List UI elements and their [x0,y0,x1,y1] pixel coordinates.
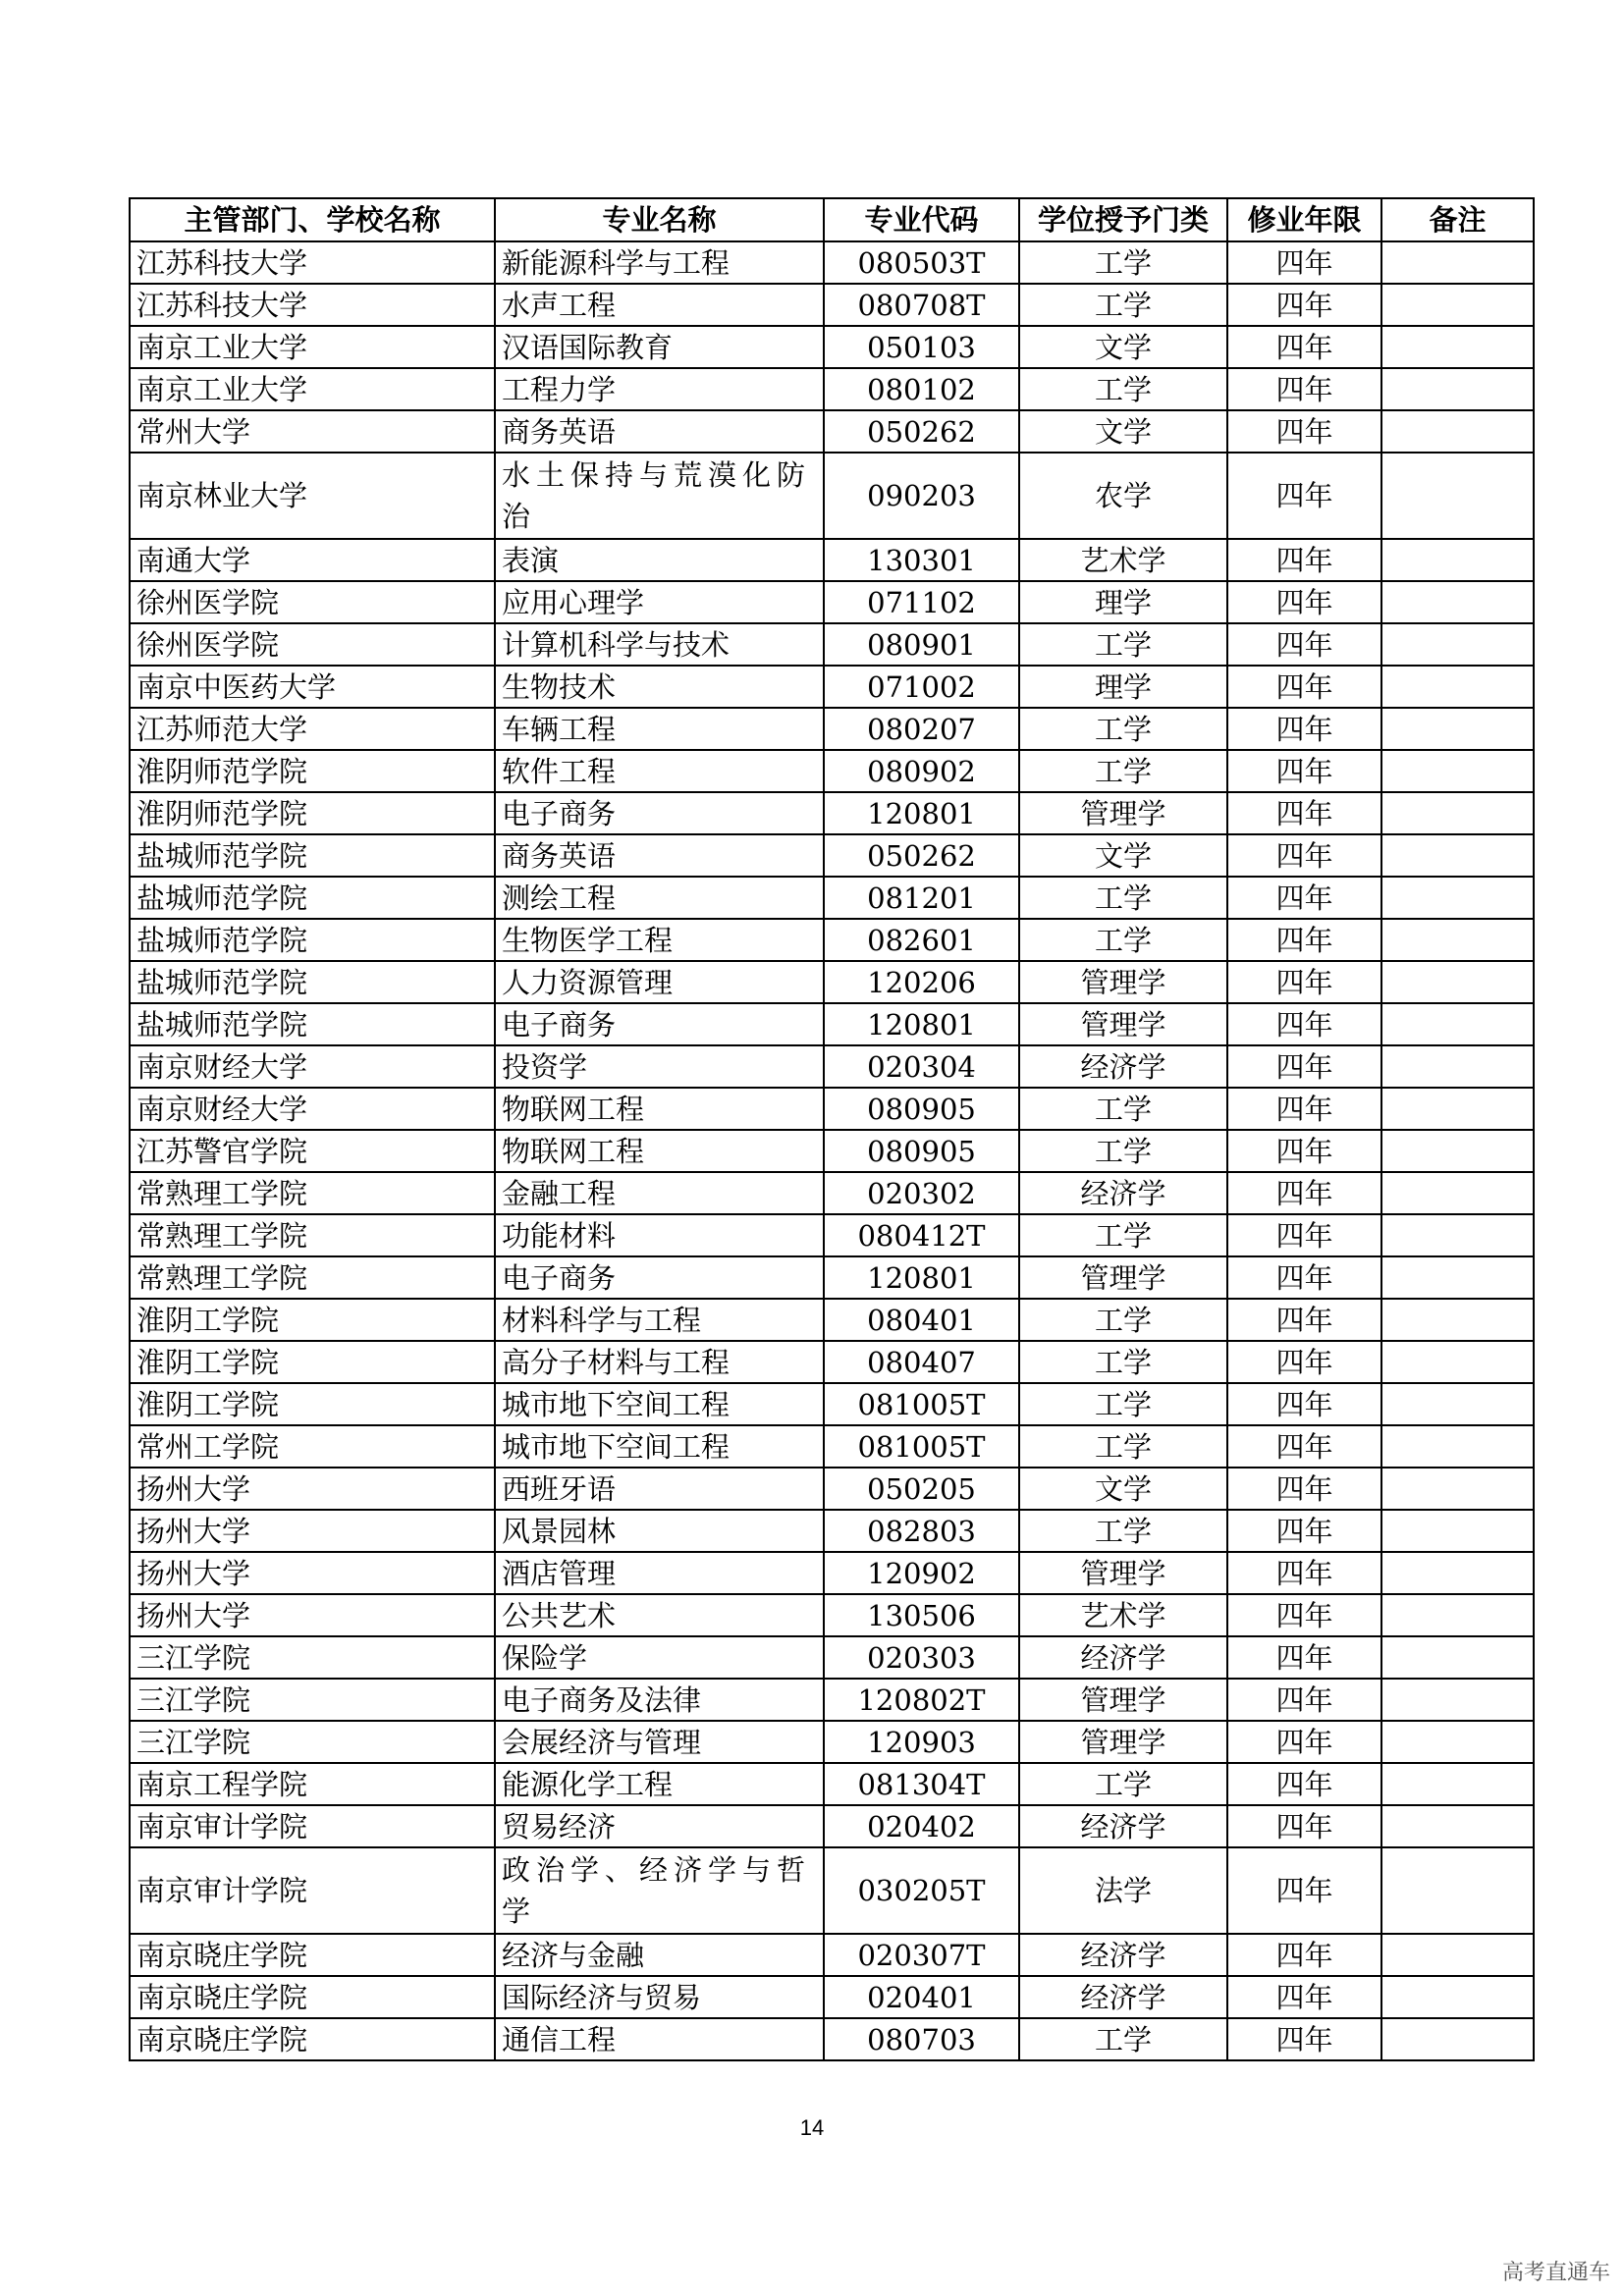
cell-major: 城市地下空间工程 [495,1383,824,1425]
cell-note [1381,1847,1534,1934]
table-row [130,539,1534,581]
cell-code: 030205T [824,1847,1019,1934]
cell-note [1381,1341,1534,1383]
cell-major: 会展经济与管理 [495,1721,824,1763]
cell-major: 测绘工程 [495,877,824,919]
cell-note [1381,1172,1534,1214]
cell-note [1381,326,1534,368]
cell-school: 南京审计学院 [130,1805,495,1847]
cell-degree: 文学 [1019,410,1227,453]
cell-years: 四年 [1227,2018,1381,2060]
cell-years: 四年 [1227,1045,1381,1088]
cell-years: 四年 [1227,877,1381,919]
cell-major: 西班牙语 [495,1468,824,1510]
table-row [130,1383,1534,1425]
table-row [130,1976,1534,2018]
cell-years: 四年 [1227,961,1381,1003]
cell-note [1381,1679,1534,1721]
table-row [130,326,1534,368]
table-row [130,1636,1534,1679]
cell-major: 金融工程 [495,1172,824,1214]
cell-degree: 文学 [1019,326,1227,368]
cell-degree: 文学 [1019,1468,1227,1510]
cell-school: 南京晓庄学院 [130,1976,495,2018]
cell-code: 050103 [824,326,1019,368]
table-row [130,410,1534,453]
cell-code: 050262 [824,410,1019,453]
cell-code: 050205 [824,1468,1019,1510]
table-row [130,453,1534,539]
cell-years: 四年 [1227,750,1381,792]
header-degree: 学位授予门类 [1019,198,1227,241]
cell-school: 南京工业大学 [130,368,495,410]
cell-major: 新能源科学与工程 [495,241,824,284]
cell-code: 080708T [824,284,1019,326]
cell-code: 080901 [824,623,1019,666]
cell-degree: 工学 [1019,1425,1227,1468]
cell-school: 盐城师范学院 [130,877,495,919]
cell-note [1381,708,1534,750]
cell-code: 090203 [824,453,1019,539]
cell-years: 四年 [1227,1805,1381,1847]
cell-note [1381,792,1534,834]
cell-major: 投资学 [495,1045,824,1088]
cell-code: 080503T [824,241,1019,284]
cell-code: 080902 [824,750,1019,792]
cell-code: 081304T [824,1763,1019,1805]
cell-major: 车辆工程 [495,708,824,750]
cell-degree: 管理学 [1019,1256,1227,1299]
cell-school: 南京晓庄学院 [130,2018,495,2060]
cell-degree: 工学 [1019,1088,1227,1130]
cell-major: 政治学、经济学与哲学 [495,1847,824,1934]
cell-years: 四年 [1227,1383,1381,1425]
cell-note [1381,1468,1534,1510]
cell-major: 软件工程 [495,750,824,792]
cell-major: 生物技术 [495,666,824,708]
cell-major: 保险学 [495,1636,824,1679]
header-years: 修业年限 [1227,198,1381,241]
cell-degree: 理学 [1019,666,1227,708]
header-code: 专业代码 [824,198,1019,241]
cell-degree: 管理学 [1019,1679,1227,1721]
cell-years: 四年 [1227,1510,1381,1552]
cell-code: 080905 [824,1088,1019,1130]
cell-years: 四年 [1227,1721,1381,1763]
cell-degree: 工学 [1019,241,1227,284]
cell-note [1381,1383,1534,1425]
cell-code: 020303 [824,1636,1019,1679]
header-note: 备注 [1381,198,1534,241]
cell-school: 常熟理工学院 [130,1214,495,1256]
table-row [130,1679,1534,1721]
cell-major: 经济与金融 [495,1934,824,1976]
cell-degree: 工学 [1019,1510,1227,1552]
cell-degree: 工学 [1019,1763,1227,1805]
cell-major: 能源化学工程 [495,1763,824,1805]
cell-years: 四年 [1227,1636,1381,1679]
table-row [130,792,1534,834]
cell-note [1381,961,1534,1003]
cell-years: 四年 [1227,1003,1381,1045]
cell-years: 四年 [1227,410,1381,453]
cell-note [1381,1636,1534,1679]
cell-school: 南京工程学院 [130,1763,495,1805]
cell-code: 080401 [824,1299,1019,1341]
cell-major: 功能材料 [495,1214,824,1256]
table-row [130,1805,1534,1847]
cell-school: 南京审计学院 [130,1847,495,1934]
table-row [130,877,1534,919]
table-header-row [130,198,1534,241]
cell-years: 四年 [1227,623,1381,666]
cell-code: 020304 [824,1045,1019,1088]
cell-degree: 经济学 [1019,1976,1227,2018]
cell-major: 水声工程 [495,284,824,326]
cell-note [1381,1088,1534,1130]
cell-note [1381,1763,1534,1805]
cell-school: 江苏科技大学 [130,284,495,326]
cell-major: 工程力学 [495,368,824,410]
cell-note [1381,410,1534,453]
cell-school: 常熟理工学院 [130,1256,495,1299]
cell-code: 020401 [824,1976,1019,2018]
cell-years: 四年 [1227,453,1381,539]
cell-degree: 工学 [1019,750,1227,792]
cell-school: 盐城师范学院 [130,1003,495,1045]
cell-code: 081201 [824,877,1019,919]
table-row [130,1763,1534,1805]
cell-years: 四年 [1227,792,1381,834]
table-row [130,834,1534,877]
cell-school: 南通大学 [130,539,495,581]
cell-major: 商务英语 [495,834,824,877]
cell-code: 120802T [824,1679,1019,1721]
cell-code: 080412T [824,1214,1019,1256]
cell-note [1381,1214,1534,1256]
cell-major: 物联网工程 [495,1130,824,1172]
cell-degree: 管理学 [1019,961,1227,1003]
cell-note [1381,1510,1534,1552]
cell-school: 淮阴工学院 [130,1383,495,1425]
cell-years: 四年 [1227,1172,1381,1214]
cell-major: 水土保持与荒漠化防治 [495,453,824,539]
header-school: 主管部门、学校名称 [130,198,495,241]
cell-degree: 工学 [1019,2018,1227,2060]
cell-years: 四年 [1227,1847,1381,1934]
cell-years: 四年 [1227,1425,1381,1468]
table-row [130,1214,1534,1256]
cell-code: 120903 [824,1721,1019,1763]
cell-major: 计算机科学与技术 [495,623,824,666]
cell-code: 081005T [824,1425,1019,1468]
cell-major: 公共艺术 [495,1594,824,1636]
cell-note [1381,1003,1534,1045]
table-row [130,241,1534,284]
cell-code: 081005T [824,1383,1019,1425]
cell-years: 四年 [1227,539,1381,581]
cell-years: 四年 [1227,666,1381,708]
table-body [130,241,1534,2060]
table-row [130,1130,1534,1172]
cell-degree: 管理学 [1019,1721,1227,1763]
cell-note [1381,453,1534,539]
cell-years: 四年 [1227,284,1381,326]
table-row [130,1721,1534,1763]
cell-major: 电子商务及法律 [495,1679,824,1721]
cell-code: 120902 [824,1552,1019,1594]
page-number: 14 [799,2115,825,2140]
cell-school: 淮阴师范学院 [130,792,495,834]
cell-major: 物联网工程 [495,1088,824,1130]
cell-code: 020307T [824,1934,1019,1976]
cell-school: 扬州大学 [130,1552,495,1594]
cell-code: 120206 [824,961,1019,1003]
cell-degree: 经济学 [1019,1636,1227,1679]
cell-years: 四年 [1227,919,1381,961]
cell-school: 南京中医药大学 [130,666,495,708]
cell-degree: 经济学 [1019,1045,1227,1088]
majors-table [129,197,1535,2061]
cell-years: 四年 [1227,1299,1381,1341]
table-row [130,1594,1534,1636]
header-major: 专业名称 [495,198,824,241]
cell-degree: 文学 [1019,834,1227,877]
cell-major: 生物医学工程 [495,919,824,961]
cell-years: 四年 [1227,834,1381,877]
cell-code: 020402 [824,1805,1019,1847]
table-row [130,368,1534,410]
cell-years: 四年 [1227,1552,1381,1594]
cell-years: 四年 [1227,1130,1381,1172]
cell-note [1381,368,1534,410]
cell-major: 电子商务 [495,1003,824,1045]
cell-degree: 经济学 [1019,1934,1227,1976]
table-row [130,284,1534,326]
cell-degree: 工学 [1019,1214,1227,1256]
cell-note [1381,1299,1534,1341]
cell-degree: 农学 [1019,453,1227,539]
cell-code: 130506 [824,1594,1019,1636]
cell-major: 人力资源管理 [495,961,824,1003]
cell-code: 130301 [824,539,1019,581]
cell-code: 050262 [824,834,1019,877]
cell-note [1381,539,1534,581]
cell-code: 120801 [824,792,1019,834]
table-row [130,708,1534,750]
cell-code: 082601 [824,919,1019,961]
cell-degree: 工学 [1019,919,1227,961]
table-row [130,1552,1534,1594]
cell-code: 080207 [824,708,1019,750]
cell-school: 江苏科技大学 [130,241,495,284]
cell-degree: 管理学 [1019,1552,1227,1594]
cell-major: 商务英语 [495,410,824,453]
cell-school: 常熟理工学院 [130,1172,495,1214]
cell-code: 080102 [824,368,1019,410]
cell-degree: 管理学 [1019,1003,1227,1045]
cell-years: 四年 [1227,1214,1381,1256]
cell-degree: 工学 [1019,1130,1227,1172]
cell-school: 三江学院 [130,1679,495,1721]
cell-school: 徐州医学院 [130,581,495,623]
table-row [130,750,1534,792]
cell-code: 020302 [824,1172,1019,1214]
cell-note [1381,834,1534,877]
cell-degree: 工学 [1019,1341,1227,1383]
cell-degree: 经济学 [1019,1172,1227,1214]
table-row [130,581,1534,623]
cell-code: 071102 [824,581,1019,623]
cell-school: 三江学院 [130,1636,495,1679]
cell-major: 应用心理学 [495,581,824,623]
cell-degree: 艺术学 [1019,1594,1227,1636]
cell-code: 080407 [824,1341,1019,1383]
cell-years: 四年 [1227,1934,1381,1976]
cell-years: 四年 [1227,1088,1381,1130]
cell-major: 城市地下空间工程 [495,1425,824,1468]
table-row [130,1341,1534,1383]
cell-school: 南京财经大学 [130,1088,495,1130]
table-row [130,1425,1534,1468]
cell-major: 国际经济与贸易 [495,1976,824,2018]
cell-school: 南京林业大学 [130,453,495,539]
cell-note [1381,1425,1534,1468]
cell-years: 四年 [1227,1679,1381,1721]
cell-note [1381,1594,1534,1636]
cell-school: 淮阴工学院 [130,1299,495,1341]
cell-school: 淮阴师范学院 [130,750,495,792]
cell-note [1381,581,1534,623]
cell-degree: 工学 [1019,284,1227,326]
cell-major: 通信工程 [495,2018,824,2060]
cell-note [1381,919,1534,961]
table-row [130,919,1534,961]
cell-note [1381,241,1534,284]
cell-school: 南京财经大学 [130,1045,495,1088]
cell-code: 071002 [824,666,1019,708]
table-row [130,1045,1534,1088]
cell-degree: 理学 [1019,581,1227,623]
table-row [130,1847,1534,1934]
cell-school: 常州工学院 [130,1425,495,1468]
cell-code: 120801 [824,1256,1019,1299]
cell-note [1381,877,1534,919]
cell-degree: 工学 [1019,368,1227,410]
cell-note [1381,666,1534,708]
cell-note [1381,1256,1534,1299]
table-row [130,1256,1534,1299]
cell-years: 四年 [1227,368,1381,410]
cell-years: 四年 [1227,241,1381,284]
cell-degree: 法学 [1019,1847,1227,1934]
cell-degree: 工学 [1019,623,1227,666]
cell-code: 120801 [824,1003,1019,1045]
table-row [130,1003,1534,1045]
table-row [130,2018,1534,2060]
table-row [130,666,1534,708]
cell-school: 南京工业大学 [130,326,495,368]
cell-code: 080905 [824,1130,1019,1172]
cell-note [1381,1976,1534,2018]
cell-degree: 艺术学 [1019,539,1227,581]
table-row [130,623,1534,666]
cell-years: 四年 [1227,1468,1381,1510]
cell-major: 风景园林 [495,1510,824,1552]
cell-code: 080703 [824,2018,1019,2060]
cell-note [1381,623,1534,666]
cell-years: 四年 [1227,708,1381,750]
cell-note [1381,1130,1534,1172]
cell-school: 江苏师范大学 [130,708,495,750]
cell-major: 汉语国际教育 [495,326,824,368]
table-row [130,1172,1534,1214]
cell-note [1381,1805,1534,1847]
cell-school: 淮阴工学院 [130,1341,495,1383]
cell-degree: 工学 [1019,877,1227,919]
table-row [130,1299,1534,1341]
cell-major: 电子商务 [495,792,824,834]
cell-school: 常州大学 [130,410,495,453]
cell-degree: 管理学 [1019,792,1227,834]
cell-degree: 工学 [1019,1383,1227,1425]
cell-school: 盐城师范学院 [130,919,495,961]
cell-years: 四年 [1227,1594,1381,1636]
table-row [130,961,1534,1003]
cell-major: 表演 [495,539,824,581]
cell-note [1381,1552,1534,1594]
cell-school: 扬州大学 [130,1594,495,1636]
cell-note [1381,1045,1534,1088]
cell-note [1381,750,1534,792]
cell-school: 盐城师范学院 [130,834,495,877]
cell-years: 四年 [1227,1763,1381,1805]
cell-school: 扬州大学 [130,1510,495,1552]
cell-school: 江苏警官学院 [130,1130,495,1172]
cell-degree: 工学 [1019,1299,1227,1341]
cell-major: 酒店管理 [495,1552,824,1594]
cell-note [1381,1934,1534,1976]
cell-years: 四年 [1227,1341,1381,1383]
cell-years: 四年 [1227,1976,1381,2018]
cell-years: 四年 [1227,1256,1381,1299]
table-row [130,1510,1534,1552]
cell-note [1381,2018,1534,2060]
table-row [130,1934,1534,1976]
cell-school: 徐州医学院 [130,623,495,666]
table-row [130,1088,1534,1130]
cell-major: 高分子材料与工程 [495,1341,824,1383]
cell-note [1381,1721,1534,1763]
table-row [130,1468,1534,1510]
cell-major: 贸易经济 [495,1805,824,1847]
cell-degree: 经济学 [1019,1805,1227,1847]
cell-school: 三江学院 [130,1721,495,1763]
watermark: 高考直通车 [1501,2261,1610,2285]
cell-major: 材料科学与工程 [495,1299,824,1341]
cell-school: 扬州大学 [130,1468,495,1510]
cell-school: 盐城师范学院 [130,961,495,1003]
cell-note [1381,284,1534,326]
cell-code: 082803 [824,1510,1019,1552]
cell-school: 南京晓庄学院 [130,1934,495,1976]
cell-major: 电子商务 [495,1256,824,1299]
cell-degree: 工学 [1019,708,1227,750]
cell-years: 四年 [1227,581,1381,623]
cell-years: 四年 [1227,326,1381,368]
